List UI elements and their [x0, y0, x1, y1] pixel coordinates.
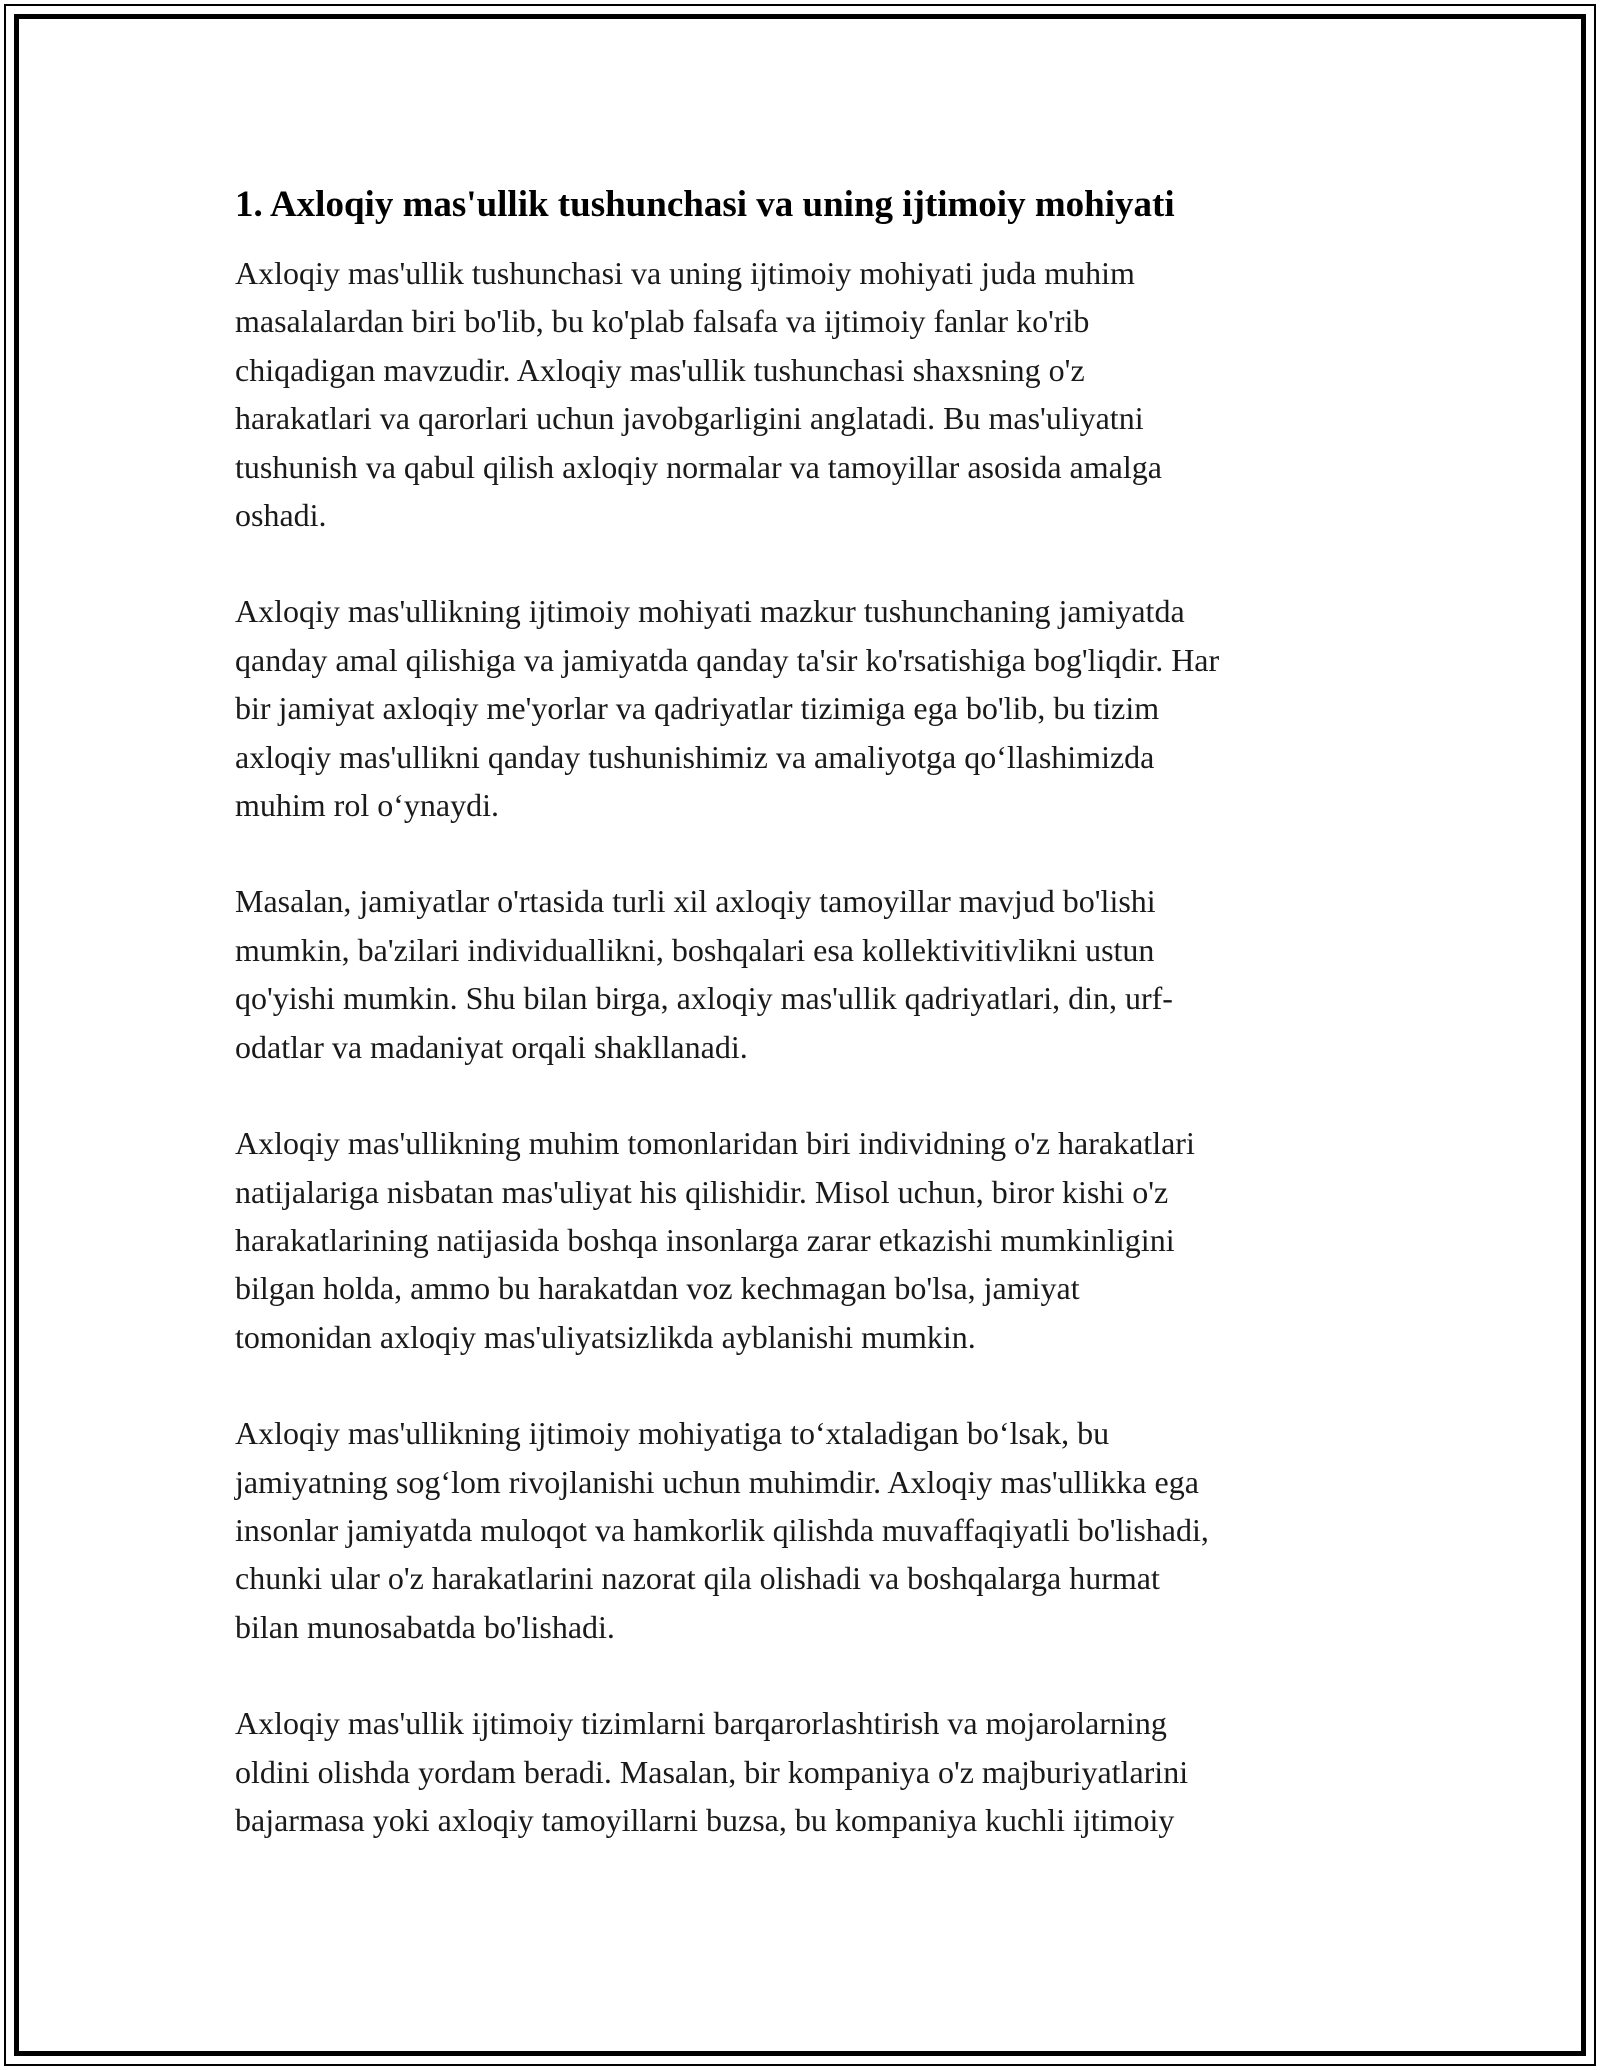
document-body	[235, 183, 1385, 1892]
paragraph-4: Axloqiy mas'ullikning muhim tomonlaridan biri individning o'z harakatlari natijalariga nisbatan mas'uliyat his qilishidir. Misol uchun, biror kishi o'z harakatlarining natijasida boshqa insonlarga zarar etkazishi mumkinligini bilgan holda, ammo bu harakatdan voz kechmagan bo'lsa, jamiyat tomonidan axloqiy mas'uliyatsizlikda ayblanishi mumkin.	[235, 1125, 1195, 1355]
paragraph-2: Axloqiy mas'ullikning ijtimoiy mohiyati mazkur tushunchaning jamiyatda qanday amal qilishiga va jamiyatda qanday ta'sir ko'rsatishiga bog'liqdir. Har bir jamiyat axloqiy me'yorlar va qadriyatlar tizimiga ega bo'lib, bu tizim axloqiy mas'ullikni qanday tushunishimiz va amaliyotga qo‘llashimizda muhim rol o‘ynaydi.	[235, 593, 1220, 824]
paragraph-5: Axloqiy mas'ullikning ijtimoiy mohiyatiga to‘xtaladigan bo‘lsak, bu jamiyatning sog‘lom rivojlanishi uchun muhimdir. Axloqiy mas'ullikka ega insonlar jamiyatda muloqot va hamkorlik qilishda muvaffaqiyatli bo'lishadi, chunki ular o'z harakatlarini nazorat qila olishadi va boshqalarga hurmat bilan munosabatda bo'lishadi.	[235, 1415, 1209, 1645]
paragraph-6: Axloqiy mas'ullik ijtimoiy tizimlarni barqarorlashtirish va mojarolarning oldini olishda yordam beradi. Masalan, bir kompaniya o'z majburiyatlarini bajarmasa yoki axloqiy tamoyillarni buzsa, bu kompaniya kuchli ijtimoiy	[235, 1705, 1189, 1838]
section-heading: 1. Axloqiy mas'ullik tushunchasi va uning ijtimoiy mohiyati	[235, 184, 1175, 225]
paragraph-3: Masalan, jamiyatlar o'rtasida turli xil axloqiy tamoyillar mavjud bo'lishi mumkin, ba'zilari individuallikni, boshqalari esa kollektivitivlikni ustun qo'yishi mumkin. Shu bilan birga, axloqiy mas'ullik qadriyatlari, din, urf- odatlar va madaniyat orqali shakllanadi.	[235, 883, 1173, 1065]
paragraph-1: Axloqiy mas'ullik tushunchasi va uning ijtimoiy mohiyati juda muhim masalalardan biri bo'lib, bu ko'plab falsafa va ijtimoiy fanlar ko'rib chiqadigan mavzudir. Axloqiy mas'ullik tushunchasi shaxsning o'z harakatlari va qarorlari uchun javobgarligini anglatadi. Bu mas'uliyatni tushunish va qabul qilish axloqiy normalar va tamoyillar asosida amalga oshadi.	[235, 255, 1162, 534]
